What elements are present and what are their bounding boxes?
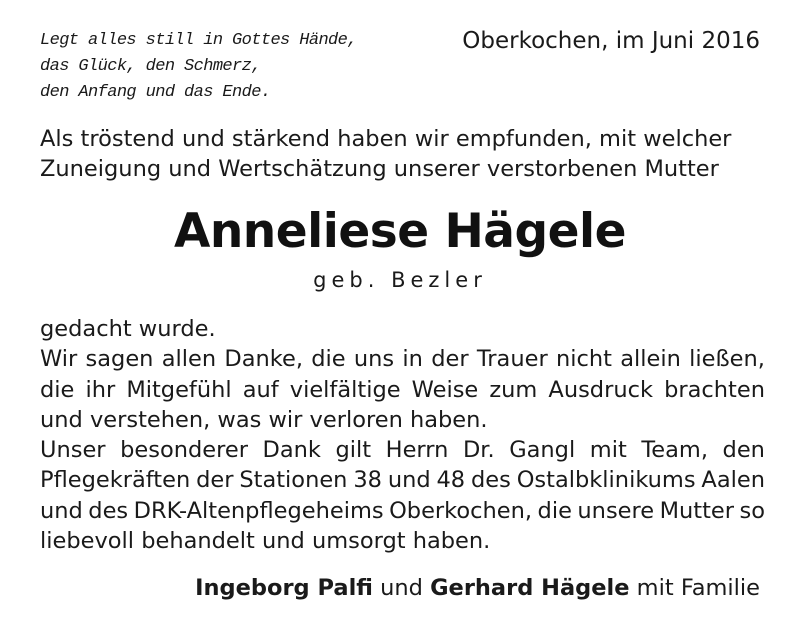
word: Dank xyxy=(262,437,321,464)
word: Stationen xyxy=(239,467,348,494)
poem-line: den Anfang und das Ende. xyxy=(40,83,271,102)
word: Gangl xyxy=(509,437,576,464)
word: Herrn xyxy=(385,437,449,464)
word: unsere xyxy=(577,497,655,524)
intro-text xyxy=(40,124,770,184)
word: Mitgefühl xyxy=(126,376,232,403)
word: mit xyxy=(589,437,627,464)
intro-line: Als tröstend und stärkend haben wir empfunden, mit welcher xyxy=(40,126,732,152)
word: brachten xyxy=(664,376,765,403)
word: 38 xyxy=(353,467,382,494)
body-line xyxy=(40,496,765,526)
word: nicht xyxy=(555,346,612,373)
word: Mutter xyxy=(659,497,735,524)
body-line xyxy=(40,465,765,495)
poem-verse xyxy=(40,28,357,106)
word: ihr xyxy=(85,376,116,403)
deceased-name: Anneliese Hägele xyxy=(173,204,627,259)
signer-name: Gerhard Hägele xyxy=(430,575,630,601)
word: Oberkochen, xyxy=(389,497,533,524)
word: den xyxy=(722,437,765,464)
thanks-text xyxy=(40,314,765,556)
word: ließen, xyxy=(689,346,765,373)
body-line: liebevoll behandelt und umsorgt haben. xyxy=(40,528,491,555)
word: zum xyxy=(489,376,538,403)
word: der xyxy=(196,467,234,494)
word: sagen xyxy=(85,346,154,373)
word: vielfältige xyxy=(289,376,401,403)
word: uns xyxy=(353,346,395,373)
poem-line: Legt alles still in Gottes Hände, xyxy=(40,31,357,50)
word: 48 xyxy=(436,467,466,494)
word: des xyxy=(470,467,511,494)
word: auf xyxy=(242,376,279,403)
word: Aalen xyxy=(701,467,765,494)
word: in xyxy=(402,346,423,373)
signature-connector: und xyxy=(380,575,423,601)
body-line xyxy=(40,435,765,465)
signer-name: Ingeborg Palfi xyxy=(195,575,373,601)
word: Ausdruck xyxy=(548,376,653,403)
word: die xyxy=(311,346,346,373)
word: der xyxy=(431,346,469,373)
word: die xyxy=(537,497,572,524)
word: DRK-Altenpflegeheims xyxy=(133,497,384,524)
word: besonderer xyxy=(120,437,248,464)
word: Danke, xyxy=(224,346,303,373)
word: Dr. xyxy=(462,437,495,464)
word: allein xyxy=(620,346,681,373)
poem-line: das Glück, den Schmerz, xyxy=(40,57,261,76)
signature-suffix: mit Familie xyxy=(636,575,760,601)
word: und xyxy=(387,467,431,494)
word: Team, xyxy=(641,437,708,464)
body-line: und verstehen, was wir verloren haben. xyxy=(40,406,488,433)
word: so xyxy=(739,497,765,524)
body-line xyxy=(40,375,765,405)
intro-line: Zuneigung und Wertschätzung unserer verstorbenen Mutter xyxy=(40,156,719,182)
word: Pflegekräften xyxy=(40,467,191,494)
word: Weise xyxy=(411,376,479,403)
word: allen xyxy=(161,346,217,373)
word: Wir xyxy=(40,346,78,373)
body-line xyxy=(40,344,765,374)
word: und xyxy=(40,497,83,524)
word: gilt xyxy=(335,437,372,464)
word: Ostalbklinikums xyxy=(516,467,696,494)
word: des xyxy=(88,497,129,524)
place-date: Oberkochen, im Juni 2016 xyxy=(462,28,760,54)
body-line: gedacht wurde. xyxy=(40,316,216,342)
word: Trauer xyxy=(476,346,548,373)
maiden-name: geb. Bezler xyxy=(313,268,487,292)
signature xyxy=(195,575,760,601)
word: Unser xyxy=(40,437,106,464)
word: die xyxy=(40,376,75,403)
